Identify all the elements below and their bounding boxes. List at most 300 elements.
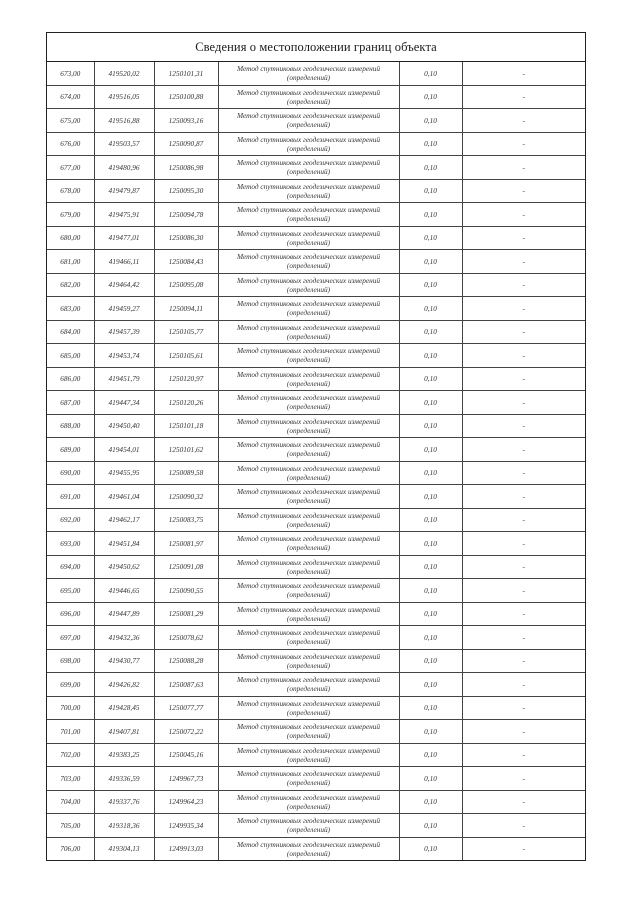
method-cell: [218, 790, 399, 814]
accuracy-cell: 0,10: [399, 179, 462, 203]
accuracy-cell: 0,10: [399, 767, 462, 791]
note-cell: -: [462, 720, 585, 744]
note-cell: -: [462, 461, 585, 485]
x-coordinate-cell: 419516,05: [94, 85, 154, 109]
accuracy-cell: 0,10: [399, 438, 462, 462]
table-row: [47, 438, 585, 462]
method-cell: [218, 109, 399, 133]
point-number-cell: 704,00: [47, 790, 94, 814]
accuracy-cell: 0,10: [399, 626, 462, 650]
sheet-title: Сведения о местоположении границ объекта: [47, 33, 585, 62]
y-coordinate-cell: 1250077,77: [154, 696, 218, 720]
x-coordinate-cell: 419480,96: [94, 156, 154, 180]
method-cell: [218, 367, 399, 391]
method-text-line1: Метод спутниковых геодезических измерений: [236, 111, 381, 121]
accuracy-cell: 0,10: [399, 461, 462, 485]
table-row: [47, 485, 585, 509]
note-cell: -: [462, 250, 585, 274]
accuracy-cell: 0,10: [399, 203, 462, 227]
note-cell: -: [462, 179, 585, 203]
method-text-line1: Метод спутниковых геодезических измерений: [236, 440, 381, 450]
x-coordinate-cell: 419451,84: [94, 532, 154, 556]
method-text-line1: Метод спутниковых геодезических измерений: [236, 604, 381, 614]
method-cell: [218, 414, 399, 438]
x-coordinate-cell: 419446,65: [94, 579, 154, 603]
method-cell: [218, 579, 399, 603]
x-coordinate-cell: 419450,62: [94, 555, 154, 579]
point-number-cell: 694,00: [47, 555, 94, 579]
accuracy-cell: 0,10: [399, 532, 462, 556]
method-text-line2: (определений): [286, 378, 331, 388]
point-number-cell: 697,00: [47, 626, 94, 650]
x-coordinate-cell: 419457,39: [94, 320, 154, 344]
accuracy-cell: 0,10: [399, 837, 462, 860]
table-row: [47, 532, 585, 556]
point-number-cell: 695,00: [47, 579, 94, 603]
accuracy-cell: 0,10: [399, 62, 462, 85]
y-coordinate-cell: 1250087,63: [154, 673, 218, 697]
method-text-line2: (определений): [286, 143, 331, 153]
x-coordinate-cell: 419432,36: [94, 626, 154, 650]
note-cell: -: [462, 649, 585, 673]
table-row: [47, 85, 585, 109]
note-cell: -: [462, 62, 585, 85]
method-text-line1: Метод спутниковых геодезических измерений: [236, 816, 381, 826]
note-cell: -: [462, 132, 585, 156]
method-cell: [218, 438, 399, 462]
y-coordinate-cell: 1250072,22: [154, 720, 218, 744]
note-cell: -: [462, 391, 585, 415]
x-coordinate-cell: 419318,36: [94, 814, 154, 838]
method-text-line2: (определений): [286, 801, 331, 811]
method-text-line1: Метод спутниковых геодезических измерений: [236, 769, 381, 779]
accuracy-cell: 0,10: [399, 555, 462, 579]
accuracy-cell: 0,10: [399, 344, 462, 368]
method-text-line1: Метод спутниковых геодезических измерений: [236, 369, 381, 379]
accuracy-cell: 0,10: [399, 320, 462, 344]
note-cell: -: [462, 109, 585, 133]
y-coordinate-cell: 1250101,62: [154, 438, 218, 462]
note-cell: -: [462, 320, 585, 344]
point-number-cell: 692,00: [47, 508, 94, 532]
method-cell: [218, 485, 399, 509]
note-cell: -: [462, 485, 585, 509]
table-row: [47, 179, 585, 203]
x-coordinate-cell: 419453,74: [94, 344, 154, 368]
x-coordinate-cell: 419447,89: [94, 602, 154, 626]
y-coordinate-cell: 1250045,16: [154, 743, 218, 767]
y-coordinate-cell: 1250093,16: [154, 109, 218, 133]
coordinates-table-body: [47, 62, 585, 860]
method-cell: [218, 391, 399, 415]
note-cell: -: [462, 602, 585, 626]
y-coordinate-cell: 1250084,43: [154, 250, 218, 274]
y-coordinate-cell: 1250094,11: [154, 297, 218, 321]
y-coordinate-cell: 1249913,03: [154, 837, 218, 860]
point-number-cell: 686,00: [47, 367, 94, 391]
point-number-cell: 676,00: [47, 132, 94, 156]
note-cell: -: [462, 226, 585, 250]
point-number-cell: 677,00: [47, 156, 94, 180]
note-cell: -: [522, 844, 525, 854]
method-text-line1: Метод спутниковых геодезических измерений: [236, 181, 381, 191]
note-cell: -: [462, 555, 585, 579]
note-cell: -: [462, 203, 585, 227]
note-cell: -: [462, 696, 585, 720]
y-coordinate-cell: 1250086,98: [154, 156, 218, 180]
y-coordinate-cell: 1249967,73: [154, 767, 218, 791]
method-text-line2: (определений): [286, 519, 331, 529]
method-cell: [218, 602, 399, 626]
method-cell: [218, 461, 399, 485]
method-text-line1: Метод спутниковых геодезических измерений: [236, 252, 381, 262]
x-coordinate-cell: 419503,57: [94, 132, 154, 156]
x-coordinate-cell: 419337,76: [94, 790, 154, 814]
method-text-line2: (определений): [286, 848, 331, 858]
method-cell: [218, 297, 399, 321]
table-row: [47, 344, 585, 368]
accuracy-cell: 0,10: [399, 485, 462, 509]
x-coordinate-cell: 419461,04: [94, 485, 154, 509]
point-number-cell: 699,00: [47, 673, 94, 697]
note-cell: -: [462, 414, 585, 438]
y-coordinate-cell: 1250090,87: [154, 132, 218, 156]
accuracy-cell: 0,10: [399, 132, 462, 156]
y-coordinate-cell: 1250094,78: [154, 203, 218, 227]
x-coordinate-cell: 419520,02: [94, 62, 154, 85]
method-text-line1: Метод спутниковых геодезических измерений: [236, 134, 381, 144]
table-row: [47, 790, 585, 814]
point-number-cell: 688,00: [47, 414, 94, 438]
method-cell: [218, 226, 399, 250]
table-row: [47, 391, 585, 415]
accuracy-cell: 0,10: [399, 579, 462, 603]
y-coordinate-cell: 1250090,32: [154, 485, 218, 509]
accuracy-cell: 0,10: [399, 414, 462, 438]
x-coordinate-cell: 419407,81: [94, 720, 154, 744]
x-coordinate-cell: 419336,59: [94, 767, 154, 791]
method-cell: [218, 132, 399, 156]
point-number-cell: 706,00: [47, 837, 94, 860]
y-coordinate-cell: 1250120,97: [154, 367, 218, 391]
accuracy-cell: 0,10: [399, 85, 462, 109]
y-coordinate-cell: 1250088,28: [154, 649, 218, 673]
table-row: [47, 837, 585, 860]
method-text-line2: (определений): [286, 590, 331, 600]
x-coordinate-cell: 419462,17: [94, 508, 154, 532]
table-row: [47, 203, 585, 227]
method-text-line1: Метод спутниковых геодезических измерений: [236, 64, 381, 74]
method-text-line1: Метод спутниковых геодезических измерений: [236, 346, 381, 356]
accuracy-cell: 0,10: [399, 602, 462, 626]
method-text-line1: Метод спутниковых геодезических измерений: [236, 463, 381, 473]
method-text-line2: (определений): [286, 472, 331, 482]
x-coordinate-cell: 419304,13: [94, 837, 154, 860]
method-text-line2: (определений): [286, 731, 331, 741]
method-text-line1: Метод спутниковых геодезических измерений: [236, 698, 381, 708]
method-text-line1: Метод спутниковых геодезических измерений: [236, 722, 381, 732]
method-text-line2: (определений): [286, 778, 331, 788]
method-cell: [218, 156, 399, 180]
accuracy-cell: 0,10: [399, 673, 462, 697]
y-coordinate-cell: 1250105,61: [154, 344, 218, 368]
accuracy-cell: 0,10: [399, 367, 462, 391]
table-row: [47, 62, 585, 85]
y-coordinate-cell: 1250101,18: [154, 414, 218, 438]
y-coordinate-cell: 1250089,58: [154, 461, 218, 485]
y-coordinate-cell: 1250101,31: [154, 62, 218, 85]
method-cell: [218, 508, 399, 532]
y-coordinate-cell: 1250095,08: [154, 273, 218, 297]
x-coordinate-cell: 419450,40: [94, 414, 154, 438]
note-cell: -: [462, 767, 585, 791]
point-number-cell: 687,00: [47, 391, 94, 415]
method-text-line1: Метод спутниковых геодезических измерений: [236, 205, 381, 215]
point-number-cell: 693,00: [47, 532, 94, 556]
table-row: [47, 743, 585, 767]
y-coordinate-cell: 1250100,88: [154, 85, 218, 109]
method-text-line1: Метод спутниковых геодезических измерений: [236, 510, 381, 520]
method-text-line1: Метод спутниковых геодезических измерений: [236, 322, 381, 332]
point-number-cell: 678,00: [47, 179, 94, 203]
method-text-line1: Метод спутниковых геодезических измерений: [236, 651, 381, 661]
accuracy-cell: 0,10: [399, 226, 462, 250]
method-cell: [218, 320, 399, 344]
method-cell: [218, 673, 399, 697]
y-coordinate-cell: 1249964,23: [154, 790, 218, 814]
method-cell: [218, 814, 399, 838]
method-text-line1: Метод спутниковых геодезических измерений: [236, 275, 381, 285]
method-text-line1: Метод спутниковых геодезических измерений: [236, 416, 381, 426]
table-row: [47, 555, 585, 579]
x-coordinate-cell: 419451,79: [94, 367, 154, 391]
table-row: [47, 579, 585, 603]
method-cell: [218, 85, 399, 109]
note-cell: -: [462, 532, 585, 556]
note-cell: -: [462, 297, 585, 321]
method-text-line1: Метод спутниковых геодезических измерений: [236, 839, 381, 849]
method-cell: [218, 649, 399, 673]
method-text-line1: Метод спутниковых геодезических измерений: [236, 87, 381, 97]
method-cell: [218, 743, 399, 767]
method-text-line2: (определений): [286, 237, 331, 247]
method-text-line2: (определений): [286, 613, 331, 623]
method-text-line2: (определений): [286, 825, 331, 835]
x-coordinate-cell: 419455,95: [94, 461, 154, 485]
method-text-line1: Метод спутниковых геодезических измерений: [236, 393, 381, 403]
point-number-cell: 703,00: [47, 767, 94, 791]
method-cell: [218, 837, 399, 860]
x-coordinate-cell: 419430,77: [94, 649, 154, 673]
method-cell: [218, 532, 399, 556]
table-row: [47, 250, 585, 274]
x-coordinate-cell: 419516,88: [94, 109, 154, 133]
point-number-cell: 685,00: [47, 344, 94, 368]
x-coordinate-cell: 419447,34: [94, 391, 154, 415]
y-coordinate-cell: 1250083,75: [154, 508, 218, 532]
accuracy-cell: 0,10: [399, 649, 462, 673]
table-row: [47, 696, 585, 720]
method-text-line2: (определений): [286, 496, 331, 506]
method-text-line2: (определений): [286, 355, 331, 365]
table-row: [47, 461, 585, 485]
method-text-line2: (определений): [286, 402, 331, 412]
method-cell: [218, 555, 399, 579]
y-coordinate-cell: 1250081,97: [154, 532, 218, 556]
method-text-line2: (определений): [286, 167, 331, 177]
method-text-line2: (определений): [286, 331, 331, 341]
x-coordinate-cell: 419477,01: [94, 226, 154, 250]
point-number-cell: 700,00: [47, 696, 94, 720]
x-coordinate-cell: 419475,91: [94, 203, 154, 227]
accuracy-cell: 0,10: [399, 250, 462, 274]
method-text-line2: (определений): [286, 73, 331, 83]
boundary-coordinates-sheet: [46, 32, 586, 861]
point-number-cell: 675,00: [47, 109, 94, 133]
point-number-cell: 701,00: [47, 720, 94, 744]
method-text-line1: Метод спутниковых геодезических измерений: [236, 792, 381, 802]
accuracy-cell: 0,10: [399, 297, 462, 321]
table-row: [47, 814, 585, 838]
note-cell: -: [462, 438, 585, 462]
point-number-cell: 674,00: [47, 85, 94, 109]
accuracy-cell: 0,10: [399, 790, 462, 814]
note-cell: -: [462, 626, 585, 650]
accuracy-cell: 0,10: [399, 696, 462, 720]
method-text-line2: (определений): [286, 120, 331, 130]
table-row: [47, 508, 585, 532]
method-text-line2: (определений): [286, 449, 331, 459]
y-coordinate-cell: 1250078,62: [154, 626, 218, 650]
point-number-cell: 705,00: [47, 814, 94, 838]
point-number-cell: 679,00: [47, 203, 94, 227]
x-coordinate-cell: 419426,82: [94, 673, 154, 697]
method-cell: [218, 179, 399, 203]
note-cell: -: [462, 743, 585, 767]
x-coordinate-cell: 419428,45: [94, 696, 154, 720]
table-row: [47, 226, 585, 250]
accuracy-cell: 0,10: [399, 743, 462, 767]
point-number-cell: 691,00: [47, 485, 94, 509]
method-cell: [218, 62, 399, 85]
method-cell: [218, 720, 399, 744]
accuracy-cell: 0,10: [399, 814, 462, 838]
method-text-line2: (определений): [286, 637, 331, 647]
method-text-line1: Метод спутниковых геодезических измерений: [236, 581, 381, 591]
accuracy-cell: 0,10: [399, 273, 462, 297]
method-text-line1: Метод спутниковых геодезических измерений: [236, 158, 381, 168]
table-row: [47, 649, 585, 673]
y-coordinate-cell: 1250095,30: [154, 179, 218, 203]
method-text-line2: (определений): [286, 754, 331, 764]
point-number-cell: 698,00: [47, 649, 94, 673]
x-coordinate-cell: 419459,27: [94, 297, 154, 321]
accuracy-cell: 0,10: [399, 109, 462, 133]
note-cell: -: [462, 367, 585, 391]
method-cell: [218, 203, 399, 227]
method-cell: [218, 626, 399, 650]
method-text-line2: (определений): [286, 660, 331, 670]
table-row: [47, 626, 585, 650]
method-text-line1: Метод спутниковых геодезических измерений: [236, 628, 381, 638]
table-row: [47, 297, 585, 321]
method-text-line1: Метод спутниковых геодезических измерений: [236, 745, 381, 755]
y-coordinate-cell: 1250081,29: [154, 602, 218, 626]
method-text-line2: (определений): [286, 214, 331, 224]
y-coordinate-cell: 1250105,77: [154, 320, 218, 344]
note-cell: -: [462, 508, 585, 532]
method-text-line2: (определений): [286, 543, 331, 553]
table-row: [47, 673, 585, 697]
method-text-line2: (определений): [286, 96, 331, 106]
method-text-line1: Метод спутниковых геодезических измерений: [236, 487, 381, 497]
method-cell: [218, 273, 399, 297]
point-number-cell: 682,00: [47, 273, 94, 297]
note-cell: -: [462, 790, 585, 814]
table-row: [47, 720, 585, 744]
method-cell: [218, 250, 399, 274]
coordinates-table: [47, 62, 585, 860]
method-text-line2: (определений): [286, 425, 331, 435]
table-row: [47, 367, 585, 391]
table-row: [47, 414, 585, 438]
accuracy-cell: 0,10: [399, 391, 462, 415]
table-row: [47, 767, 585, 791]
point-number-cell: 681,00: [47, 250, 94, 274]
y-coordinate-cell: 1250091,08: [154, 555, 218, 579]
x-coordinate-cell: 419454,01: [94, 438, 154, 462]
accuracy-cell: 0,10: [399, 156, 462, 180]
method-text-line1: Метод спутниковых геодезических измерений: [236, 557, 381, 567]
method-cell: [218, 344, 399, 368]
method-text-line2: (определений): [286, 190, 331, 200]
method-text-line2: (определений): [286, 308, 331, 318]
x-coordinate-cell: 419466,11: [94, 250, 154, 274]
accuracy-cell: 0,10: [399, 720, 462, 744]
x-coordinate-cell: 419479,87: [94, 179, 154, 203]
point-number-cell: 683,00: [47, 297, 94, 321]
y-coordinate-cell: 1249935,34: [154, 814, 218, 838]
method-text-line2: (определений): [286, 707, 331, 717]
note-cell: -: [462, 156, 585, 180]
x-coordinate-cell: 419383,25: [94, 743, 154, 767]
table-row: [47, 602, 585, 626]
method-text-line2: (определений): [286, 284, 331, 294]
point-number-cell: 690,00: [47, 461, 94, 485]
accuracy-cell: 0,10: [399, 508, 462, 532]
x-coordinate-cell: 419464,42: [94, 273, 154, 297]
method-text-line1: Метод спутниковых геодезических измерений: [236, 228, 381, 238]
method-text-line1: Метод спутниковых геодезических измерений: [236, 534, 381, 544]
table-row: [47, 109, 585, 133]
note-cell: -: [462, 273, 585, 297]
point-number-cell: 684,00: [47, 320, 94, 344]
point-number-cell: 696,00: [47, 602, 94, 626]
method-text-line2: (определений): [286, 684, 331, 694]
table-row: [47, 320, 585, 344]
note-cell: -: [462, 814, 585, 838]
table-row: [47, 132, 585, 156]
note-cell: -: [462, 85, 585, 109]
method-text-line2: (определений): [286, 566, 331, 576]
method-text-line1: Метод спутниковых геодезических измерений: [236, 299, 381, 309]
table-row: [47, 273, 585, 297]
point-number-cell: 689,00: [47, 438, 94, 462]
y-coordinate-cell: 1250086,30: [154, 226, 218, 250]
note-cell: -: [462, 344, 585, 368]
point-number-cell: 673,00: [47, 62, 94, 85]
method-text-line2: (определений): [286, 261, 331, 271]
